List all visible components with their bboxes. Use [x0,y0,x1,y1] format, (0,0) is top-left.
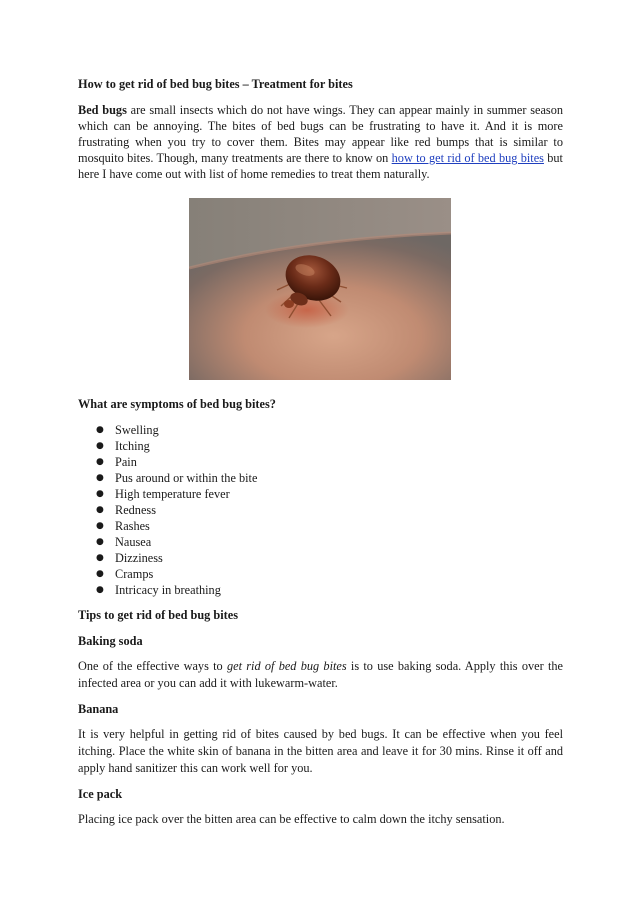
article-title: How to get rid of bed bug bites – Treatment for bites [78,77,353,91]
list-item: ● Pus around or within the bite [96,471,258,485]
bullet-icon: ● [96,505,104,515]
bullet-icon: ● [96,457,104,467]
list-item: ● Redness [96,503,156,517]
bullet-icon: ● [96,425,104,435]
document-page [78,70,563,837]
bed-bug-bites-link[interactable]: how to get rid of bed bug bites [391,151,544,165]
banana-paragraph: It is very helpful in getting rid of bites caused by bed bugs. It can be effective when you feel itching. Place the white skin of banana in the bitten area and leave it for 30 mins. Rinse it off and apply hand sanitizer this can work well for you. [78,727,563,775]
ice-pack-paragraph: Placing ice pack over the bitten area can be effective to calm down the itchy sensation. [78,812,505,826]
bullet-icon: ● [96,489,104,499]
intro-bold-lead: Bed bugs [78,103,127,117]
bullet-icon: ● [96,473,104,483]
ice-pack-heading: Ice pack [78,787,123,801]
symptom-list [78,422,563,598]
list-item: ● Dizziness [96,551,163,565]
bullet-icon: ● [96,553,104,563]
list-item: ● Cramps [96,567,154,581]
baking-soda-italic: get rid of bed bug bites [226,659,347,673]
list-item: ● Nausea [96,535,152,549]
symptoms-heading: What are symptoms of bed bug bites? [78,397,276,411]
list-item: ● Swelling [96,423,159,437]
bullet-icon: ● [96,569,104,579]
intro-paragraph [78,102,563,182]
list-item: ● Intricacy in breathing [96,583,221,597]
baking-soda-paragraph: One of the effective ways to get rid of bed bug bites is to use baking soda. Apply this over the infected area or you can add it with lukewarm-water. [78,659,563,690]
bed-bug-photo [189,198,451,380]
bullet-icon: ● [96,585,104,595]
bullet-icon: ● [96,441,104,451]
list-item: ● Pain [96,455,137,469]
bullet-icon: ● [96,521,104,531]
list-item: ● Rashes [96,519,150,533]
tips-heading: Tips to get rid of bed bug bites [78,608,238,622]
list-item: ● Itching [96,439,150,453]
intro-text-2: but here I have come out with list of home remedies to treat them naturally. [78,151,563,181]
baking-soda-heading: Baking soda [78,634,143,648]
list-item: ● High temperature fever [96,487,230,501]
bullet-icon: ● [96,537,104,547]
banana-heading: Banana [78,702,119,716]
intro-text-1: are small insects which do not have wings. They can appear mainly in summer season which can be annoying. The bites of bed bugs can be frustrating to have it. And it is more frustrating when you try to cover them. Bites may appear like red bumps that is similar to mosquito bites. Though, many treatments are there to know on [78,103,563,165]
